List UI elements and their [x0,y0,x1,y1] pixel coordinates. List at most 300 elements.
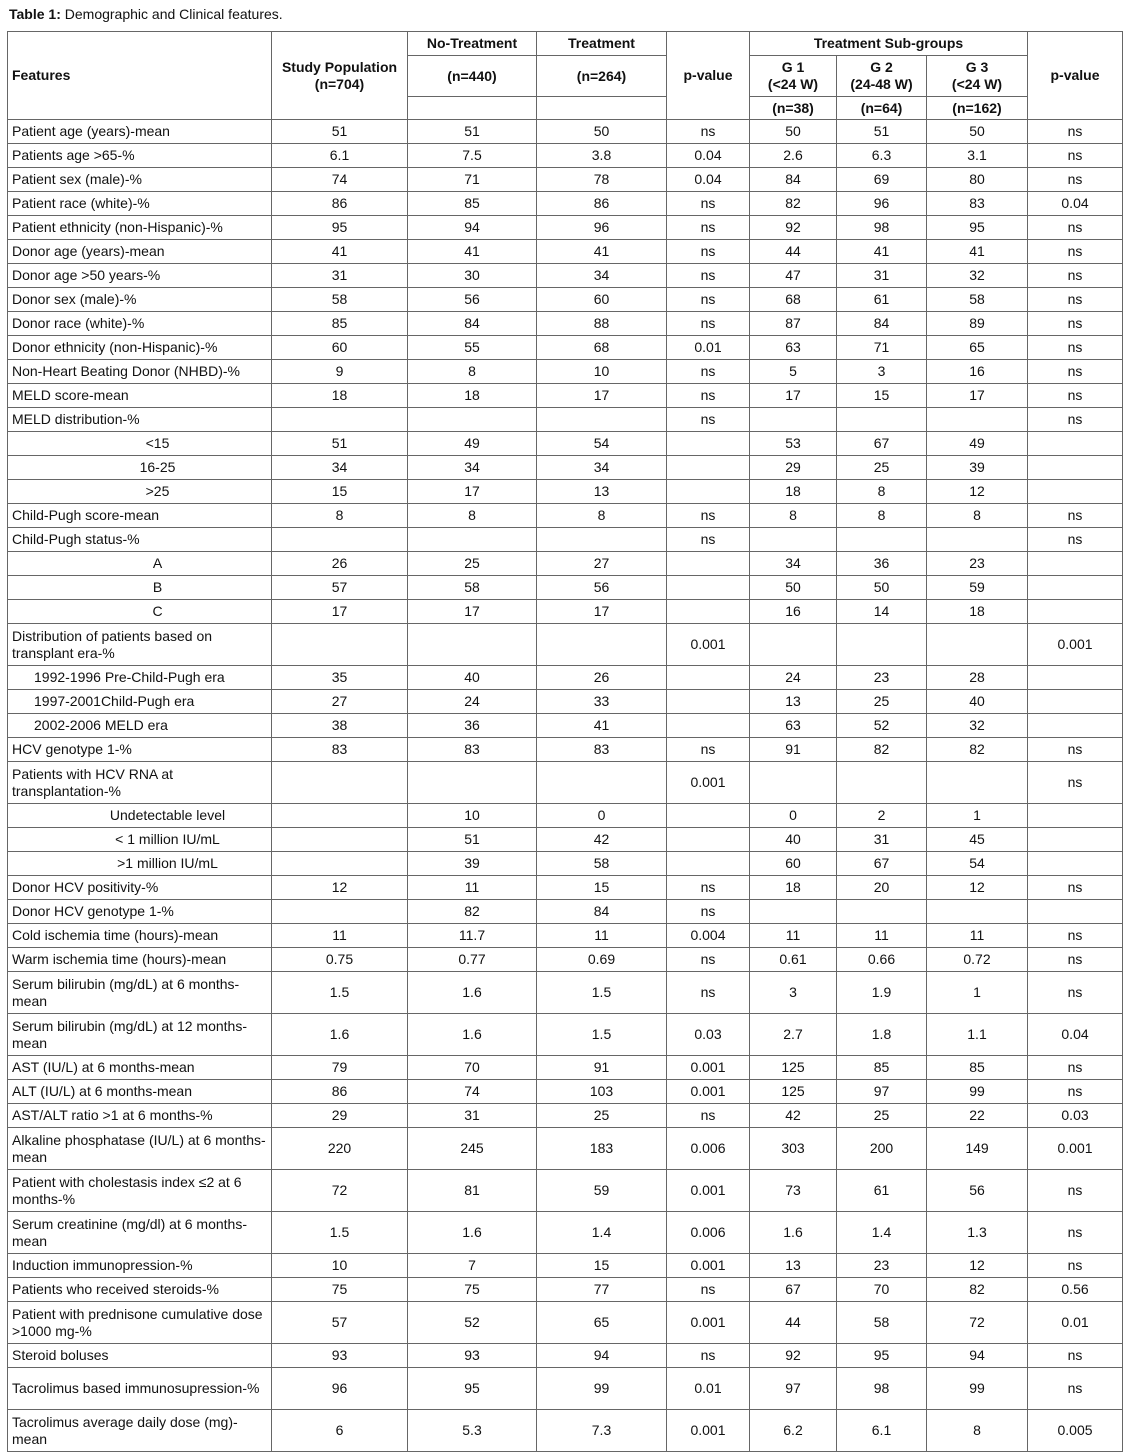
row-feature: B [8,576,272,600]
row-cell: 86 [272,192,408,216]
row-cell: 1.6 [408,972,537,1014]
row-cell: 0.005 [1028,1410,1123,1452]
row-cell: 6.1 [837,1410,927,1452]
table-row [8,714,1123,738]
row-cell: ns [1028,288,1123,312]
row-cell: 55 [408,336,537,360]
row-cell: 40 [750,828,837,852]
row-cell: 41 [927,240,1028,264]
row-cell: 58 [537,852,667,876]
row-cell [667,480,750,504]
row-cell: 20 [837,876,927,900]
table-row [8,972,1123,1014]
header-features: Features [8,32,272,120]
row-cell: 245 [408,1128,537,1170]
row-feature: A [8,552,272,576]
row-cell: 70 [837,1278,927,1302]
row-feature: MELD distribution-% [8,408,272,432]
row-cell: 34 [408,456,537,480]
row-cell: 56 [537,576,667,600]
table-row [8,924,1123,948]
row-cell [408,624,537,666]
row-cell: 47 [750,264,837,288]
row-cell: 96 [272,1368,408,1410]
row-cell: 41 [837,240,927,264]
row-cell [272,528,408,552]
row-cell [272,900,408,924]
row-cell [837,762,927,804]
row-cell: 0.001 [667,1302,750,1344]
table-row [8,738,1123,762]
row-feature: Warm ischemia time (hours)-mean [8,948,272,972]
row-cell: 27 [537,552,667,576]
row-cell: ns [667,972,750,1014]
row-feature: Non-Heart Beating Donor (NHBD)-% [8,360,272,384]
row-cell: 41 [272,240,408,264]
row-cell: 68 [537,336,667,360]
row-cell: 49 [927,432,1028,456]
row-cell: 96 [837,192,927,216]
row-cell: 95 [927,216,1028,240]
row-cell: 0.001 [667,1254,750,1278]
row-cell: 94 [537,1344,667,1368]
table-row [8,1410,1123,1452]
row-feature: Donor age >50 years-% [8,264,272,288]
row-cell: 86 [537,192,667,216]
row-cell [837,900,927,924]
row-cell [272,828,408,852]
row-cell [1028,480,1123,504]
row-cell: 92 [750,1344,837,1368]
row-cell: 60 [537,288,667,312]
table-row [8,120,1123,144]
row-cell: ns [1028,948,1123,972]
row-cell [272,852,408,876]
row-cell: 71 [837,336,927,360]
row-cell: 28 [927,666,1028,690]
row-cell: 12 [272,876,408,900]
row-cell [1028,432,1123,456]
row-cell: 1.6 [408,1014,537,1056]
caption-text: Demographic and Clinical features. [64,6,283,22]
row-cell [750,900,837,924]
row-cell: 56 [408,288,537,312]
row-cell: 1.5 [272,972,408,1014]
row-cell [272,624,408,666]
row-cell: ns [667,1344,750,1368]
table-row [8,168,1123,192]
row-cell: 12 [927,876,1028,900]
row-cell: 91 [537,1056,667,1080]
row-cell: 92 [750,216,837,240]
row-cell: 84 [837,312,927,336]
table-row [8,1014,1123,1056]
row-cell: 3 [837,360,927,384]
row-cell: 0 [537,804,667,828]
row-cell: ns [1028,240,1123,264]
header-g2-n: (n=64) [837,97,927,120]
table-row [8,1344,1123,1368]
row-cell: 41 [537,714,667,738]
header-pvalue: p-value [667,32,750,120]
row-feature: Patient ethnicity (non-Hispanic)-% [8,216,272,240]
row-feature: Donor HCV genotype 1-% [8,900,272,924]
row-cell: 42 [537,828,667,852]
row-cell: 18 [750,876,837,900]
caption-label: Table 1: [9,6,61,22]
header-subgroups: Treatment Sub-groups [750,32,1028,56]
row-cell: 1.4 [837,1212,927,1254]
row-cell: ns [667,1278,750,1302]
row-cell: 86 [272,1080,408,1104]
row-cell [1028,804,1123,828]
row-cell: 67 [837,432,927,456]
table-row [8,216,1123,240]
row-cell: 13 [750,690,837,714]
row-cell [837,624,927,666]
row-cell: 8 [927,1410,1028,1452]
row-cell [750,762,837,804]
row-feature: Tacrolimus based immunosupression-% [8,1368,272,1410]
row-cell: 84 [537,900,667,924]
row-cell: 31 [837,828,927,852]
row-cell [667,828,750,852]
row-feature: Induction immunopression-% [8,1254,272,1278]
row-cell [1028,456,1123,480]
row-cell: 18 [927,600,1028,624]
row-cell: 85 [408,192,537,216]
row-cell: 0.001 [667,1170,750,1212]
row-cell: 0.66 [837,948,927,972]
row-cell: 15 [837,384,927,408]
row-cell [272,408,408,432]
row-feature: Distribution of patients based on transplant era-% [8,624,272,666]
row-cell: 95 [408,1368,537,1410]
row-cell: 29 [750,456,837,480]
row-cell: 0.04 [1028,192,1123,216]
row-cell: 34 [750,552,837,576]
row-cell: 5.3 [408,1410,537,1452]
row-feature: >1 million IU/mL [8,852,272,876]
row-cell: 6.2 [750,1410,837,1452]
table-row [8,456,1123,480]
row-cell: ns [1028,312,1123,336]
row-feature: MELD score-mean [8,384,272,408]
row-cell: 0.03 [1028,1104,1123,1128]
row-cell: ns [667,312,750,336]
table-row [8,690,1123,714]
header-pvalue-subgroups: p-value [1028,32,1123,120]
row-cell [667,576,750,600]
table-row [8,312,1123,336]
row-cell: 23 [927,552,1028,576]
table-row [8,1080,1123,1104]
row-cell: 71 [408,168,537,192]
row-cell: 33 [537,690,667,714]
row-feature: AST (IU/L) at 6 months-mean [8,1056,272,1080]
row-cell: 0.77 [408,948,537,972]
row-cell: 40 [408,666,537,690]
row-cell: 11 [537,924,667,948]
row-cell: ns [667,1104,750,1128]
table-row [8,1368,1123,1410]
row-cell [837,408,927,432]
row-cell: 95 [272,216,408,240]
row-cell: ns [1028,384,1123,408]
row-feature: Cold ischemia time (hours)-mean [8,924,272,948]
row-cell: 73 [750,1170,837,1212]
row-cell: 103 [537,1080,667,1104]
row-cell: 60 [272,336,408,360]
table-row [8,576,1123,600]
row-cell: 13 [750,1254,837,1278]
row-cell: 63 [750,336,837,360]
row-cell [1028,576,1123,600]
row-cell: 8 [408,504,537,528]
row-cell: 220 [272,1128,408,1170]
table-row [8,1212,1123,1254]
row-cell: 99 [927,1080,1028,1104]
row-cell: 125 [750,1056,837,1080]
row-cell [667,714,750,738]
header-g1: G 1 (<24 W) [750,56,837,97]
row-cell: 200 [837,1128,927,1170]
row-cell: 82 [837,738,927,762]
row-cell [1028,600,1123,624]
row-cell: 18 [408,384,537,408]
row-cell: 82 [927,738,1028,762]
row-cell: 50 [537,120,667,144]
row-cell: 61 [837,1170,927,1212]
row-cell: ns [1028,1344,1123,1368]
row-cell: 88 [537,312,667,336]
row-cell: 11 [837,924,927,948]
row-cell: ns [667,264,750,288]
row-cell: ns [667,216,750,240]
row-cell: 70 [408,1056,537,1080]
row-cell: 18 [272,384,408,408]
row-feature: Donor ethnicity (non-Hispanic)-% [8,336,272,360]
row-cell: 0.006 [667,1212,750,1254]
row-cell: 17 [408,480,537,504]
row-cell: 8 [837,504,927,528]
row-cell: 8 [750,504,837,528]
row-cell: 0.01 [1028,1302,1123,1344]
row-cell: 59 [927,576,1028,600]
row-cell: 183 [537,1128,667,1170]
row-cell: ns [1028,336,1123,360]
row-cell: 39 [408,852,537,876]
row-cell: 10 [272,1254,408,1278]
row-cell: 0.006 [667,1128,750,1170]
row-cell: 31 [408,1104,537,1128]
row-cell: 82 [408,900,537,924]
row-cell: 52 [408,1302,537,1344]
row-cell: 22 [927,1104,1028,1128]
header-no-treatment: No-Treatment [408,32,537,56]
row-cell: 54 [927,852,1028,876]
row-cell: 0.04 [667,144,750,168]
row-cell: ns [667,240,750,264]
row-feature: Donor sex (male)-% [8,288,272,312]
row-cell: 98 [837,1368,927,1410]
row-cell: 50 [750,120,837,144]
row-cell: 3.1 [927,144,1028,168]
row-cell: 31 [272,264,408,288]
row-cell: 84 [750,168,837,192]
row-cell: 31 [837,264,927,288]
row-cell: ns [1028,528,1123,552]
table-row [8,828,1123,852]
row-cell: 17 [272,600,408,624]
row-cell: 8 [272,504,408,528]
row-cell [927,900,1028,924]
table-row [8,666,1123,690]
row-cell: 51 [272,120,408,144]
row-cell: 25 [837,456,927,480]
row-cell: 67 [750,1278,837,1302]
row-cell: 49 [408,432,537,456]
row-cell: 15 [537,876,667,900]
table-row [8,1170,1123,1212]
row-cell: 34 [537,456,667,480]
row-cell: 26 [272,552,408,576]
row-feature: Tacrolimus average daily dose (mg)-mean [8,1410,272,1452]
row-cell: 0 [750,804,837,828]
row-cell: 58 [272,288,408,312]
row-cell: 0.04 [1028,1014,1123,1056]
row-cell: 79 [272,1056,408,1080]
row-cell: ns [1028,1212,1123,1254]
row-cell: 36 [408,714,537,738]
row-feature: Child-Pugh status-% [8,528,272,552]
row-cell [537,762,667,804]
row-cell: ns [667,384,750,408]
row-cell: 61 [837,288,927,312]
header-treatment-n: (n=264) [537,56,667,97]
table-row [8,600,1123,624]
row-cell: ns [1028,972,1123,1014]
row-cell: 1.5 [537,972,667,1014]
row-cell: 17 [537,384,667,408]
table-row [8,852,1123,876]
row-cell: 94 [927,1344,1028,1368]
row-cell: 34 [272,456,408,480]
row-cell: 7.5 [408,144,537,168]
row-cell: 83 [272,738,408,762]
row-cell: 39 [927,456,1028,480]
row-cell: 35 [272,666,408,690]
row-cell: 75 [272,1278,408,1302]
row-feature: Patient age (years)-mean [8,120,272,144]
row-cell: 60 [750,852,837,876]
row-cell: 8 [537,504,667,528]
row-cell [927,762,1028,804]
row-cell: 3 [750,972,837,1014]
row-cell: 53 [750,432,837,456]
row-cell: 0.03 [667,1014,750,1056]
row-cell: 1.6 [408,1212,537,1254]
row-feature: Child-Pugh score-mean [8,504,272,528]
row-cell: 83 [927,192,1028,216]
row-cell: 25 [537,1104,667,1128]
row-cell: 11 [750,924,837,948]
row-cell [272,762,408,804]
row-cell [1028,690,1123,714]
row-feature: C [8,600,272,624]
row-cell: 6.1 [272,144,408,168]
row-cell: 11.7 [408,924,537,948]
row-cell: 65 [927,336,1028,360]
table-row [8,480,1123,504]
row-cell: 16 [927,360,1028,384]
row-cell [750,624,837,666]
table-row [8,384,1123,408]
row-cell: 45 [927,828,1028,852]
row-cell: 7 [408,1254,537,1278]
table-caption [9,6,283,22]
row-cell [408,528,537,552]
row-cell [667,432,750,456]
row-cell: 2 [837,804,927,828]
row-cell: 32 [927,714,1028,738]
row-cell: 34 [537,264,667,288]
row-cell: ns [667,288,750,312]
header-blank-treatment [537,97,667,120]
row-cell: 1.5 [272,1212,408,1254]
row-cell: ns [667,360,750,384]
row-feature: Donor race (white)-% [8,312,272,336]
table-row [8,432,1123,456]
table-row [8,1254,1123,1278]
table-body [8,120,1123,1452]
row-cell: ns [667,504,750,528]
row-cell: 52 [837,714,927,738]
row-cell: 0.004 [667,924,750,948]
row-cell: 85 [927,1056,1028,1080]
row-cell: 57 [272,576,408,600]
row-cell: 58 [927,288,1028,312]
row-cell: 25 [837,1104,927,1128]
row-cell: 303 [750,1128,837,1170]
row-feature: <15 [8,432,272,456]
demographic-clinical-table [7,31,1123,1452]
row-cell: 63 [750,714,837,738]
row-feature: 16-25 [8,456,272,480]
row-cell: 84 [408,312,537,336]
row-cell: 32 [927,264,1028,288]
row-cell [837,528,927,552]
row-cell [667,852,750,876]
row-cell: 50 [927,120,1028,144]
row-feature: Patients age >65-% [8,144,272,168]
table-row [8,240,1123,264]
row-cell: 17 [408,600,537,624]
row-cell: ns [1028,924,1123,948]
row-cell: 1.1 [927,1014,1028,1056]
table-row [8,1302,1123,1344]
row-cell: 98 [837,216,927,240]
row-cell: 0.001 [667,1080,750,1104]
row-feature: Donor age (years)-mean [8,240,272,264]
row-cell: 12 [927,480,1028,504]
row-cell: 11 [272,924,408,948]
row-cell [667,666,750,690]
row-cell: 67 [837,852,927,876]
row-feature: 2002-2006 MELD era [8,714,272,738]
row-cell: ns [1028,1080,1123,1104]
header-g3-n: (n=162) [927,97,1028,120]
